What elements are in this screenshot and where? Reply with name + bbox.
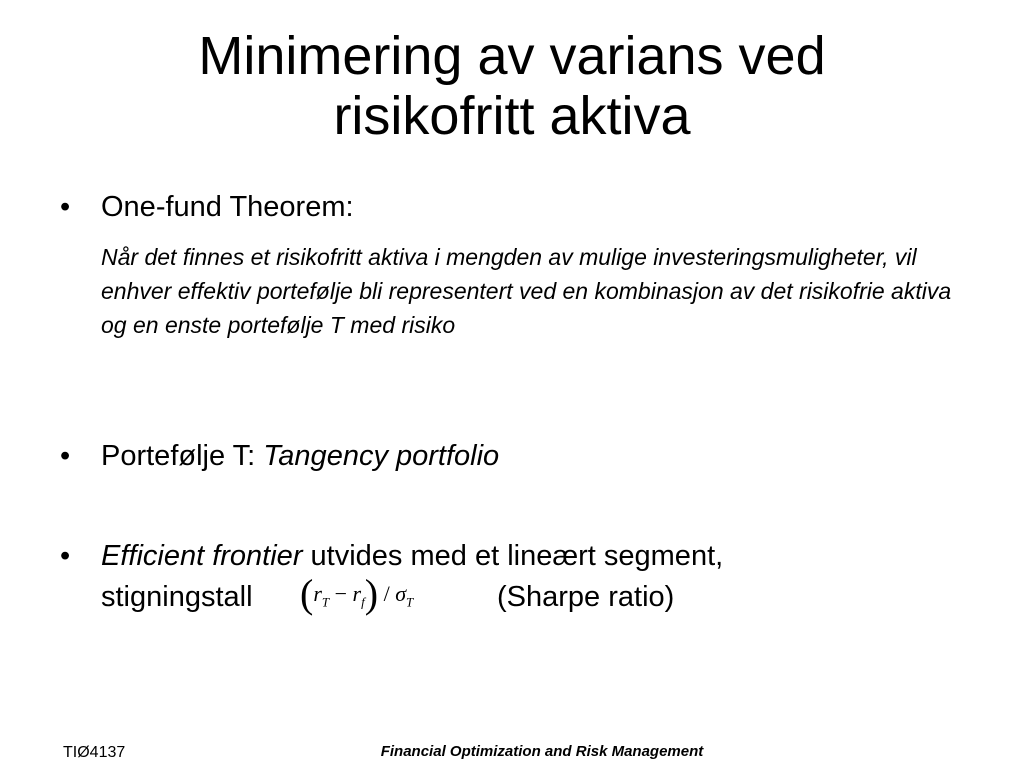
formula-minus: − xyxy=(334,581,348,606)
slope-label: stigningstall xyxy=(101,581,253,613)
formula-sub-t: T xyxy=(321,594,330,610)
sharpe-formula: $(r_T - r_f) / \sigma_T$ xyxy=(300,571,414,616)
formula-sub-t2: T xyxy=(406,594,414,610)
footer-course-code: TIØ4137 xyxy=(63,744,126,761)
bullet-text xyxy=(101,437,499,475)
formula-r-2: r xyxy=(352,581,362,606)
slide-title xyxy=(0,26,1024,146)
title-line-2: risikofritt aktiva xyxy=(333,86,691,146)
title-line-1: Minimering av varians ved xyxy=(198,26,826,86)
efficient-frontier-term: Efficient frontier xyxy=(101,540,303,572)
bullet-text: One-fund Theorem: xyxy=(101,191,354,223)
bullet-rest: utvides med et lineært segment, xyxy=(302,540,724,572)
footer-course-title: Financial Optimization and Risk Management xyxy=(380,743,704,760)
formula-sigma: σ xyxy=(395,581,407,606)
bullet-text xyxy=(101,537,723,575)
formula-slash: / xyxy=(383,581,390,606)
sharpe-ratio-label: (Sharpe ratio) xyxy=(497,581,675,613)
formula-r-1: r xyxy=(313,581,322,606)
theorem-text: Når det finnes et risikofritt aktiva i mengden av mulige investeringsmuligheter, vil enhver effektiv portefølje bli representert ved en kombinasjon av det risikofrie aktiva og en enste portefølje T med risiko xyxy=(101,244,952,338)
bullet-marker: • xyxy=(60,540,71,572)
tangency-portfolio-term: Tangency portfolio xyxy=(263,440,500,472)
bullet-marker: • xyxy=(60,440,71,472)
formula-sub-f: f xyxy=(361,594,365,610)
bullet-prefix: Portefølje T: xyxy=(101,440,264,472)
bullet-marker: • xyxy=(60,191,71,223)
